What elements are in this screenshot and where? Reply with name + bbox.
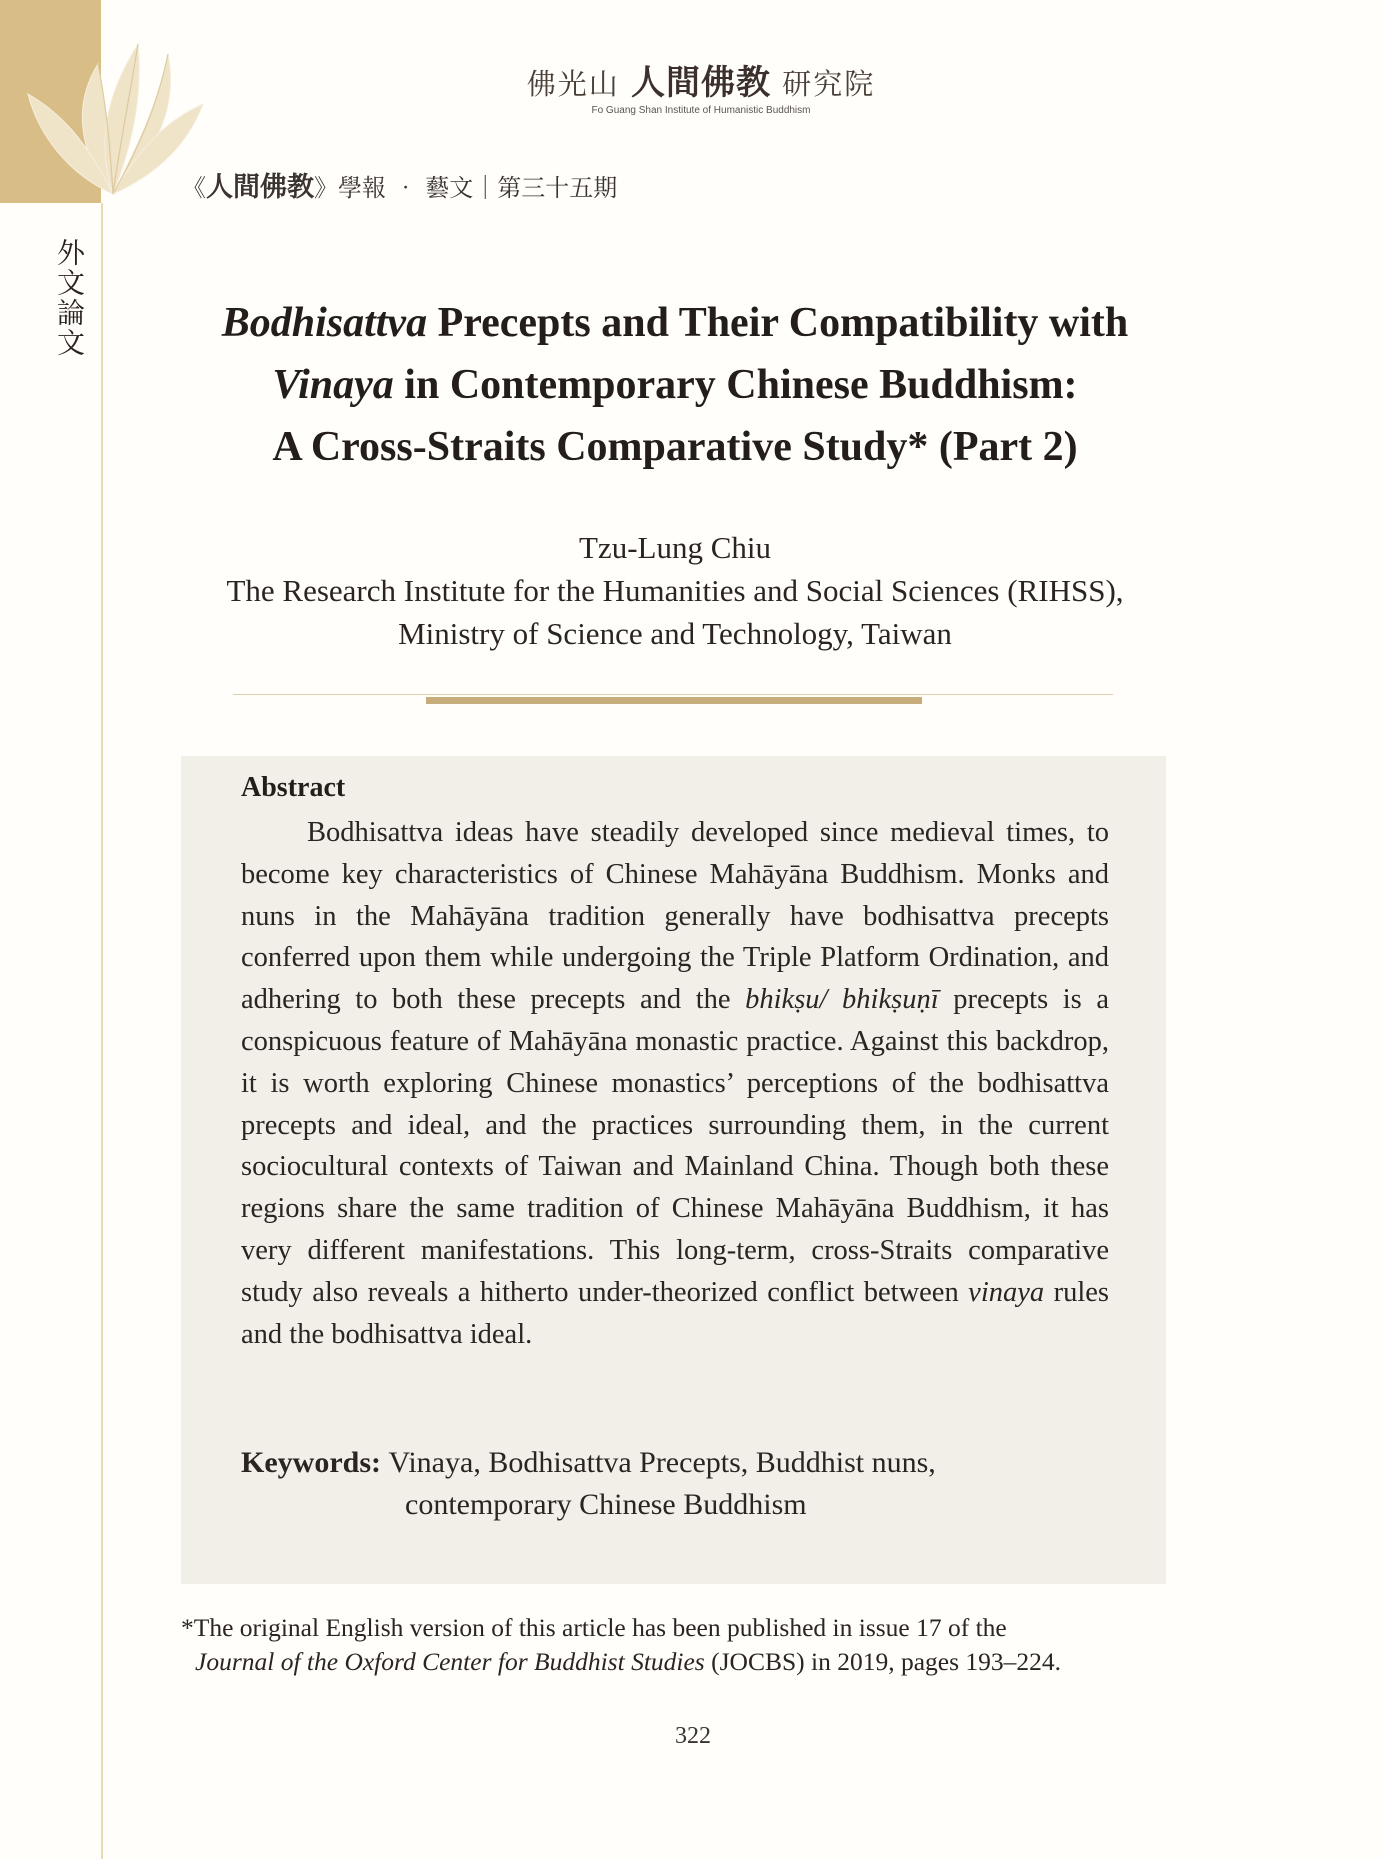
section-label: 外文論文 [53, 238, 86, 358]
journal-running-head [182, 165, 617, 204]
abstract-part-1: Bodhisattva ideas have steadily developed since medieval times, to become key characteristics of Chinese Mahāyāna Buddhism. Monks and nuns in the Mahāyāna tradition generally have bodhisattva precepts conferred upon them while undergoing the Triple Platform Ordination, and adhering to both these precepts and the [241, 817, 1109, 1016]
abstract-part-3: rules and the bodhisattva ideal. [241, 1276, 1109, 1350]
title-line1: Precepts and Their Compatibility with [427, 300, 1129, 346]
journal-issue: 》學報 ‧ 藝文｜第三十五期 [314, 174, 618, 202]
page-number: 322 [675, 1723, 711, 1749]
footnote-line1: *The original English version of this article has been published in issue 17 of the [181, 1613, 1007, 1642]
institute-suffix: 研究院 [782, 67, 876, 101]
author-block [160, 526, 1190, 655]
institute-prefix: 佛光山 [526, 67, 620, 101]
footnote-journal: Journal of the Oxford Center for Buddhist Studies [195, 1647, 705, 1676]
divider-thin [233, 694, 1113, 695]
abstract-text [241, 812, 1109, 1355]
keywords-line2: contemporary Chinese Buddhism [405, 1488, 807, 1521]
abstract-part-2: precepts is a conspicuous feature of Mahāyāna monastic practice. Against this backdrop, it is worth exploring Chinese monastics’ perceptions of the bodhisattva precepts and ideal, and the practices surrounding them, in the current sociocultural contexts of Taiwan and Mainland China. Though both these regions share the same tradition of Chinese Mahāyāna Buddhism, it has very different manifestations. This long-term, cross-Straits comparative study also reveals a hitherto under-theorized conflict between [241, 984, 1110, 1308]
author-name: Tzu-Lung Chiu [579, 530, 771, 565]
institute-english-name: Fo Guang Shan Institute of Humanistic Buddhism [591, 105, 811, 116]
journal-brand: 人間佛教 [206, 172, 314, 203]
keywords [241, 1442, 936, 1526]
author-affiliation-1: The Research Institute for the Humanities and Social Sciences (RIHSS), [226, 573, 1124, 608]
title-italic-1: Bodhisattva [221, 300, 428, 346]
author-affiliation-2: Ministry of Science and Technology, Taiwan [398, 616, 952, 651]
divider-accent [426, 697, 922, 704]
lotus-logo-icon [18, 24, 208, 204]
title-italic-2: Vinaya [272, 362, 394, 408]
title-line3: A Cross-Straits Comparative Study* (Part 2) [272, 424, 1078, 470]
journal-open-bracket: 《 [182, 174, 206, 202]
title-line2: in Contemporary Chinese Buddhism: [393, 362, 1078, 408]
footnote-line2: (JOCBS) in 2019, pages 193–224. [704, 1647, 1062, 1676]
side-rule [101, 203, 103, 1859]
institute-header [481, 63, 921, 116]
keywords-label: Keywords: [241, 1446, 381, 1479]
abstract-italic-vinaya: vinaya [968, 1276, 1045, 1308]
institute-brand: 人間佛教 [631, 63, 771, 103]
institute-name [481, 63, 921, 103]
article-title [170, 292, 1180, 478]
footnote [181, 1611, 1171, 1679]
abstract-italic-bhiksu: bhikṣu/ bhikṣuṇī [745, 984, 939, 1016]
abstract-heading: Abstract [241, 772, 346, 803]
keywords-line1: Vinaya, Bodhisattva Precepts, Buddhist nuns, [388, 1446, 936, 1479]
